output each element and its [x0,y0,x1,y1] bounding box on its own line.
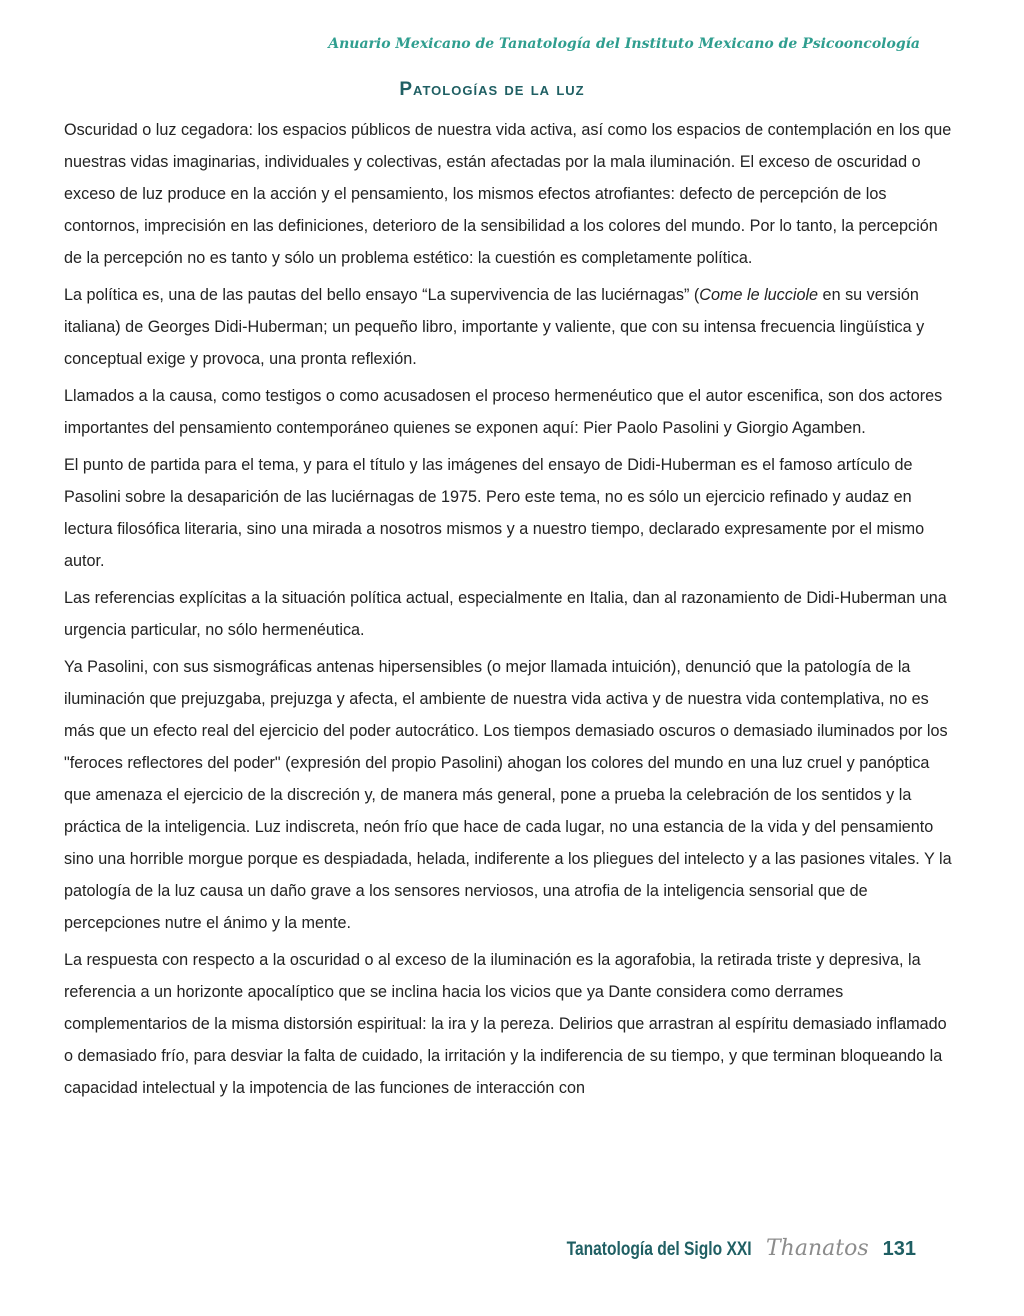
article-body [64,114,954,1104]
journal-header: Anuario Mexicano de Tanatología del Instituto Mexicano de Psicooncología [328,36,920,52]
page-footer [526,1236,916,1261]
paragraph-6: Ya Pasolini, con sus sismográficas antenas hipersensibles (o mejor llamada intuición), denunció que la patología de la iluminación que prejuzgaba, prejuzga y afecta, el ambiente de nuestra vida activa y de nuestra vida contemplativa, no es más que un efecto real del ejercicio del poder autocrático. Los tiempos demasiado oscuros o demasiado iluminados por los "feroces reflectores del poder" (expresión del propio Pasolini) ahogan los colores del mundo en una luz cruel y panóptica que amenaza el ejercicio de la discreción y, de manera más general, pone a prueba la celebración de los sentidos y la práctica de la inteligencia. Luz indiscreta, neón frío que hace de cada lugar, no una estancia de la vida y del pensamiento sino una horrible morgue porque es despiadada, helada, indiferente a los pliegues del intelecto y a las pasiones vitales. Y la patología de la luz causa un daño grave a los sensores nerviosos, una atrofia de la inteligencia sensorial que de percepciones nutre el ánimo y la mente. [64,658,952,932]
paragraph-2 [64,279,954,375]
article-title: Patologías de la luz [399,79,585,100]
footer-journal-name: Tanatología del Siglo XXI [567,1239,752,1260]
thanatos-logo: Thanatos [766,1236,869,1261]
paragraph-5: Las referencias explícitas a la situación política actual, especialmente en Italia, dan al razonamiento de Didi-Huberman una urgencia particular, no sólo hermenéutica. [64,589,947,639]
paragraph-2-text-b: en su versión italiana) de Georges Didi-Huberman; un pequeño libro, importante y valiente, que con su intensa frecuencia lingüística y conceptual exige y provoca, una pronta reflexión. [64,286,925,368]
paragraph-1: Oscuridad o luz cegadora: los espacios públicos de nuestra vida activa, así como los espacios de contemplación en los que nuestras vidas imaginarias, individuales y colectivas, están afectadas por la mala iluminación. El exceso de oscuridad o exceso de luz produce en la acción y el pensamiento, los mismos efectos atrofiantes: defecto de percepción de los contornos, imprecisión en las definiciones, deterioro de la sensibilidad a los colores del mundo. Por lo tanto, la percepción de la percepción no es tanto y sólo un problema estético: la cuestión es completamente política. [64,121,952,267]
page-number: 131 [882,1238,916,1260]
paragraph-3: Llamados a la causa, como testigos o como acusadosen el proceso hermenéutico que el autor escenifica, son dos actores importantes del pensamiento contemporáneo quienes se exponen aquí: Pier Paolo Pasolini y Giorgio Agamben. [64,387,943,437]
paragraph-7: La respuesta con respecto a la oscuridad o al exceso de la iluminación es la agorafobia, la retirada triste y depresiva, la referencia a un horizonte apocalíptico que se inclina hacia los vicios que ya Dante considera como derrames complementarios de la misma distorsión espiritual: la ira y la pereza. Delirios que arrastran al espíritu demasiado inflamado o demasiado frío, para desviar la falta de cuidado, la irritación y la indiferencia de su tiempo, y que terminan bloqueando la capacidad intelectual y la impotencia de las funciones de interacción con [64,951,947,1097]
paragraph-4: El punto de partida para el tema, y para el título y las imágenes del ensayo de Didi-Huberman es el famoso artículo de Pasolini sobre la desaparición de las luciérnagas de 1975. Pero este tema, no es sólo un ejercicio refinado y audaz en lectura filosófica literaria, sino una mirada a nosotros mismos y a nuestro tiempo, declarado expresamente por el mismo autor. [64,456,925,570]
paragraph-2-text-a: La política es, una de las pautas del bello ensayo “La supervivencia de las luciérnagas” ( [64,286,700,304]
book-title-italic: Come le lucciole [699,286,819,304]
